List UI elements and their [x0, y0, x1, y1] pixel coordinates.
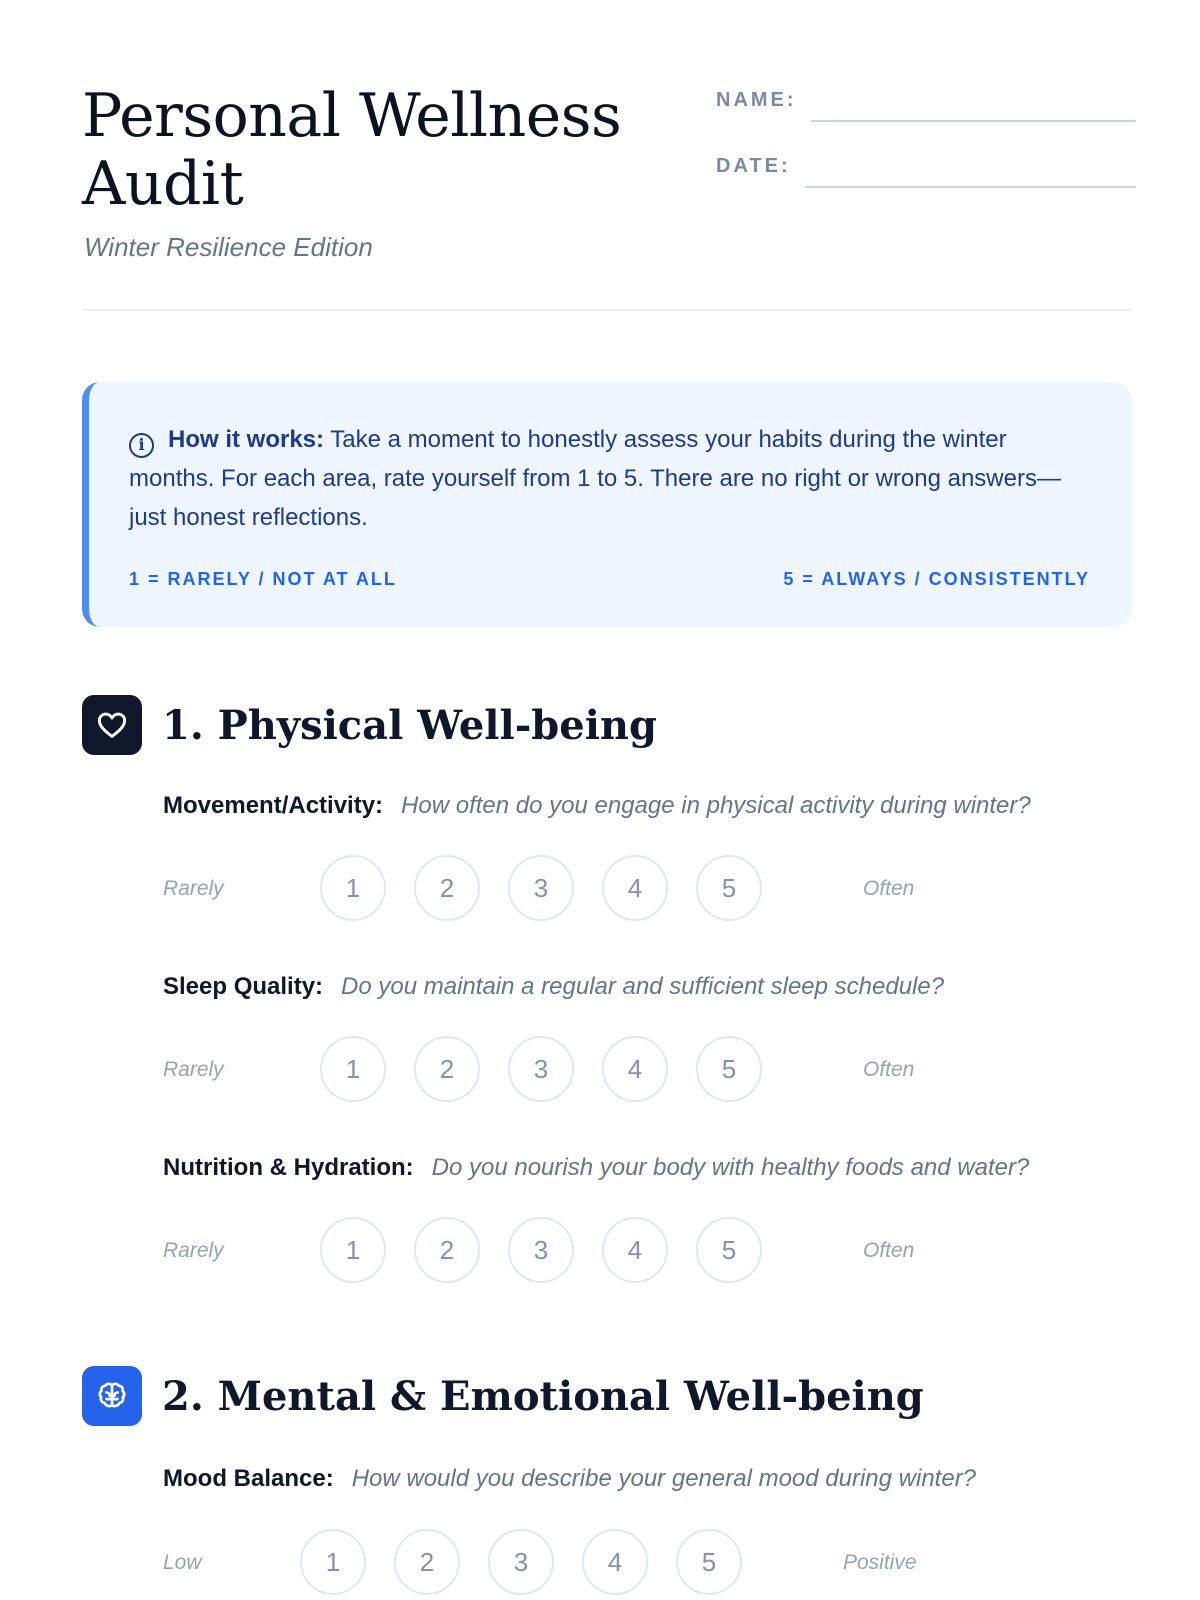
name-label: NAME:: [716, 89, 797, 111]
rating-sleep: [163, 1036, 923, 1104]
info-icon: i: [129, 433, 154, 458]
rating-option-2[interactable]: 2: [414, 855, 480, 921]
rating-low-label: Low: [163, 1551, 202, 1574]
rating-option-5[interactable]: 5: [696, 1036, 762, 1102]
rating-high-label: Positive: [843, 1551, 917, 1574]
question-label: Movement/Activity:: [163, 792, 384, 819]
info-heading: How it works:: [168, 426, 325, 453]
rating-option-5[interactable]: 5: [696, 855, 762, 921]
rating-option-1[interactable]: 1: [320, 855, 386, 921]
question-nutrition: [163, 1154, 1029, 1182]
page-subtitle: Winter Resilience Edition: [84, 232, 373, 262]
rating-low-label: Rarely: [163, 1239, 224, 1262]
rating-high-label: Often: [863, 1239, 915, 1262]
date-label: DATE:: [716, 155, 791, 177]
question-text: How often do you engage in physical activity during winter?: [401, 792, 1031, 819]
question-movement: [163, 792, 1031, 820]
rating-option-1[interactable]: 1: [320, 1217, 386, 1283]
rating-mood: [163, 1529, 923, 1597]
heart-icon: [82, 695, 142, 755]
section-title: 2. Mental & Emotional Well-being: [162, 1372, 924, 1420]
question-text: Do you nourish your body with healthy foods and water?: [431, 1154, 1030, 1181]
rating-option-4[interactable]: 4: [602, 855, 668, 921]
rating-high-label: Often: [863, 1058, 915, 1081]
rating-option-5[interactable]: 5: [676, 1529, 742, 1595]
date-line[interactable]: [805, 148, 1136, 188]
question-text: Do you maintain a regular and sufficient sleep schedule?: [341, 973, 945, 1000]
rating-option-4[interactable]: 4: [602, 1217, 668, 1283]
question-sleep: [163, 973, 944, 1001]
scale-legend: [129, 569, 1090, 590]
rating-option-4[interactable]: 4: [602, 1036, 668, 1102]
header-divider: [82, 309, 1132, 311]
rating-option-2[interactable]: 2: [414, 1217, 480, 1283]
rating-option-1[interactable]: 1: [300, 1529, 366, 1595]
rating-movement: [163, 855, 923, 923]
name-field-row: [716, 82, 1136, 122]
rating-option-5[interactable]: 5: [696, 1217, 762, 1283]
rating-option-2[interactable]: 2: [414, 1036, 480, 1102]
scale-high-label: 5 = ALWAYS / CONSISTENTLY: [783, 569, 1090, 589]
date-field-row: [716, 148, 1136, 188]
question-text: How would you describe your general mood during winter?: [351, 1465, 977, 1492]
rating-low-label: Rarely: [163, 1058, 224, 1081]
scale-low-label: 1 = RARELY / NOT AT ALL: [129, 569, 397, 589]
question-mood: [163, 1465, 976, 1493]
question-label: Mood Balance:: [163, 1465, 334, 1492]
section-title: 1. Physical Well-being: [162, 701, 657, 749]
rating-option-4[interactable]: 4: [582, 1529, 648, 1595]
rating-low-label: Rarely: [163, 877, 224, 900]
how-it-works-box: [82, 382, 1132, 627]
section-physical-header: [82, 695, 657, 755]
page-title: Personal Wellness Audit: [82, 81, 622, 219]
rating-option-3[interactable]: 3: [508, 855, 574, 921]
rating-option-3[interactable]: 3: [488, 1529, 554, 1595]
question-label: Nutrition & Hydration:: [163, 1154, 414, 1181]
brain-icon: [82, 1366, 142, 1426]
question-label: Sleep Quality:: [163, 973, 324, 1000]
section-mental-header: [82, 1366, 924, 1426]
rating-nutrition: [163, 1217, 923, 1285]
rating-high-label: Often: [863, 877, 915, 900]
info-body: Take a moment to honestly assess your habits during the winter months. For each area, rate yourself from 1 to 5. There are no right or wrong answers—just honest reflections.: [129, 426, 1061, 531]
name-line[interactable]: [811, 82, 1136, 122]
rating-option-3[interactable]: 3: [508, 1217, 574, 1283]
rating-option-1[interactable]: 1: [320, 1036, 386, 1102]
info-paragraph: [129, 420, 1090, 537]
rating-option-2[interactable]: 2: [394, 1529, 460, 1595]
rating-option-3[interactable]: 3: [508, 1036, 574, 1102]
